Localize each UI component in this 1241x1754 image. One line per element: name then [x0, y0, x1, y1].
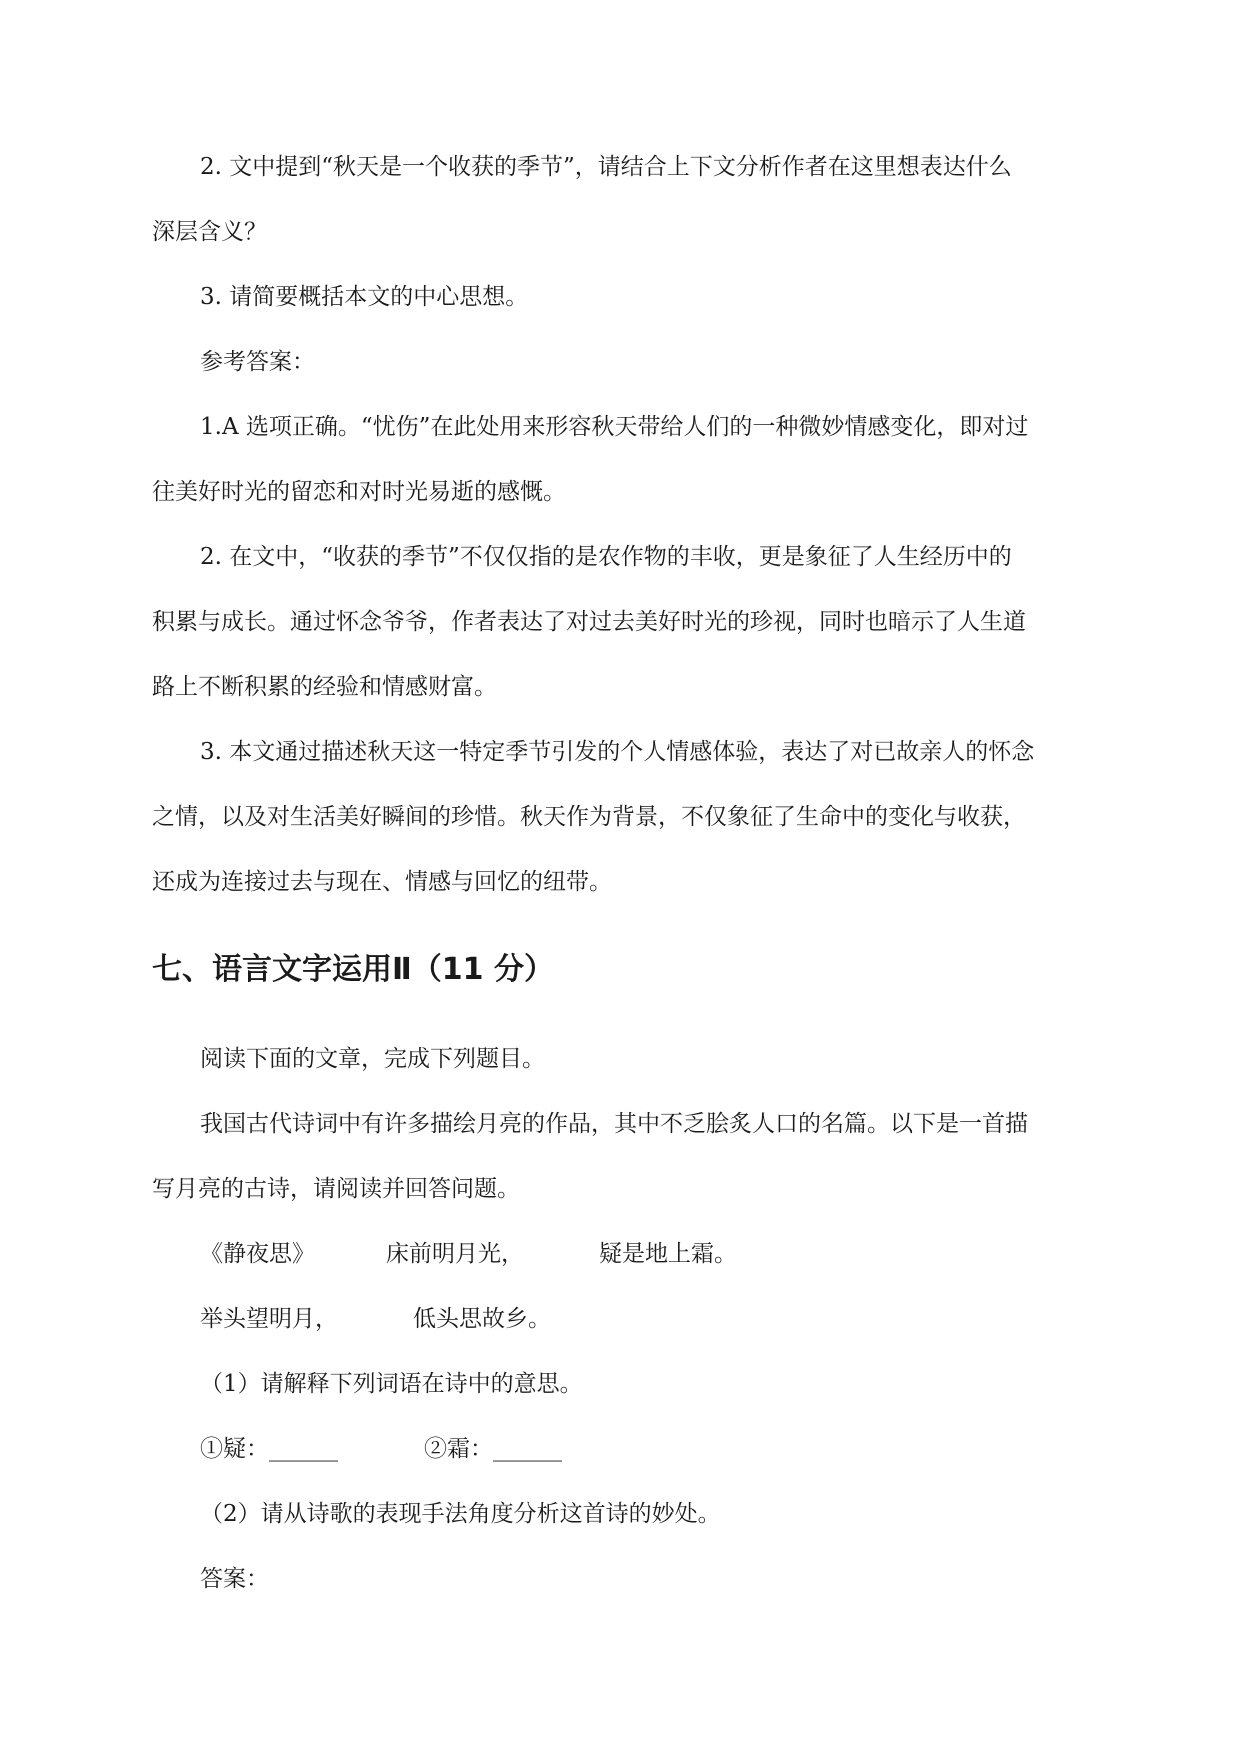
answer-1-line-1: 1.A 选项正确。“忧伤”在此处用来形容秋天带给人们的一种微妙情感变化，即对过: [200, 414, 1029, 440]
word-item-yi: ①疑：______: [200, 1436, 338, 1462]
section-7-intro-line-1: 我国古代诗词中有许多描绘月亮的作品，其中不乏脍炙人口的名篇。以下是一首描: [200, 1111, 1028, 1137]
poem-line-1: 床前明月光，: [386, 1241, 524, 1267]
poem-line-2: 疑是地上霜。: [599, 1241, 737, 1267]
question-2-line-2: 深层含义？: [152, 219, 267, 245]
sub-question-1-items: [200, 1417, 1092, 1482]
section-7-instruction: 阅读下面的文章，完成下列题目。: [200, 1046, 545, 1072]
question-2-line-1: 2. 文中提到“秋天是一个收获的季节”，请结合上下文分析作者在这里想表达什么: [200, 154, 1012, 180]
section-7-intro-line-2: 写月亮的古诗，请阅读并回答问题。: [152, 1176, 520, 1202]
answer-3-line-1: 3. 本文通过描述秋天这一特定季节引发的个人情感体验，表达了对已故亲人的怀念: [200, 739, 1035, 765]
poem-row-2: [200, 1287, 1092, 1352]
sub-question-2: （2）请从诗歌的表现手法角度分析这首诗的妙处。: [200, 1501, 721, 1527]
poem-title: 《静夜思》: [200, 1241, 315, 1267]
answer-3-line-2: 之情，以及对生活美好瞬间的珍惜。秋天作为背景，不仅象征了生命中的变化与收获，: [152, 804, 1026, 830]
answer-2-line-3: 路上不断积累的经验和情感财富。: [152, 674, 497, 700]
question-3: 3. 请简要概括本文的中心思想。: [200, 284, 529, 310]
answer-2-line-1: 2. 在文中，“收获的季节”不仅仅指的是农作物的丰收，更是象征了人生经历中的: [200, 544, 1012, 570]
poem-line-3: 举头望明月，: [200, 1306, 338, 1332]
word-item-shuang: ②霜：______: [424, 1436, 562, 1462]
poem-line-4: 低头思故乡。: [413, 1306, 551, 1332]
answer-label: 答案：: [200, 1566, 269, 1592]
answer-2-line-2: 积累与成长。通过怀念爷爷，作者表达了对过去美好时光的珍视，同时也暗示了人生道: [152, 609, 1026, 635]
answers-label: 参考答案：: [200, 349, 315, 375]
poem-row-1: [200, 1222, 1092, 1287]
section-7-heading: 七、语言文字运用Ⅱ（11 分）: [152, 952, 554, 987]
sub-question-1: （1）请解释下列词语在诗中的意思。: [200, 1371, 583, 1397]
answer-3-line-3: 还成为连接过去与现在、情感与回忆的纽带。: [152, 869, 612, 895]
answer-1-line-2: 往美好时光的留恋和对时光易逝的感慨。: [152, 479, 566, 505]
